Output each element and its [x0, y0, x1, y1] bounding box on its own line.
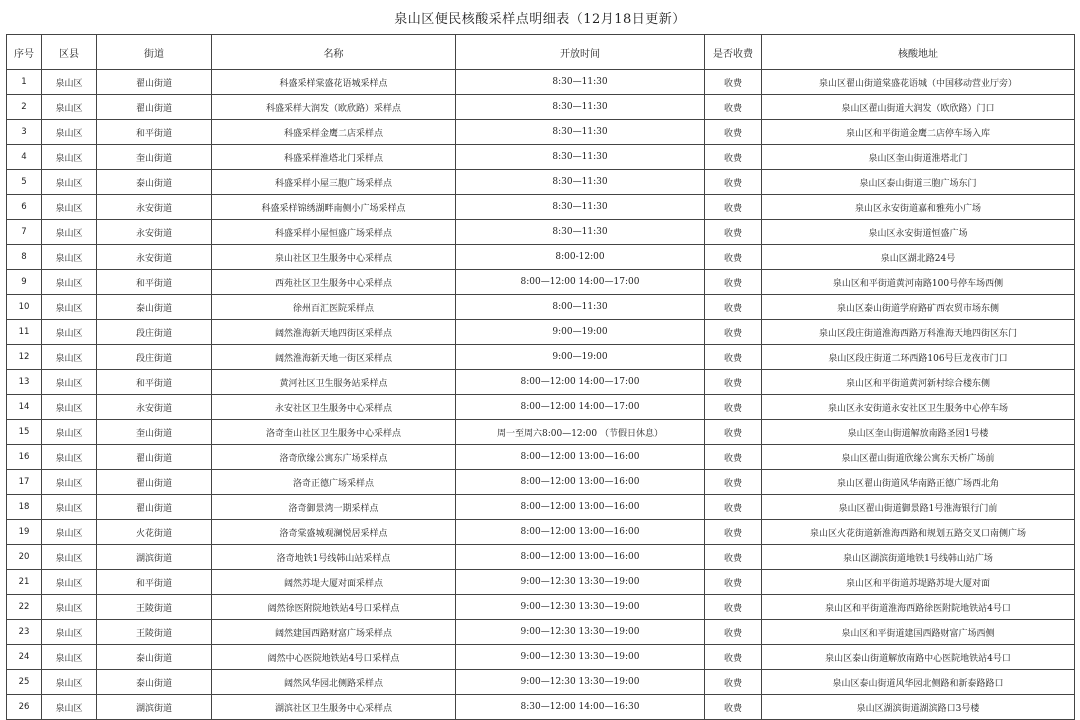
table-row — [7, 220, 1075, 245]
cell-address: 泉山区翟山街道欣缘公寓东天桥广场前 — [762, 445, 1075, 470]
cell-name: 科盛采样淮塔北门采样点 — [212, 145, 456, 170]
cell-index: 15 — [7, 420, 42, 445]
cell-index: 12 — [7, 345, 42, 370]
cell-open-time: 8:30—11:30 — [456, 120, 705, 145]
cell-district: 泉山区 — [42, 270, 97, 295]
cell-street: 湖滨街道 — [97, 695, 212, 720]
cell-fee: 收费 — [705, 145, 762, 170]
header-street: 街道 — [97, 35, 212, 70]
cell-street: 翟山街道 — [97, 70, 212, 95]
table-row — [7, 620, 1075, 645]
cell-name: 黄河社区卫生服务站采样点 — [212, 370, 456, 395]
cell-open-time: 8:30—12:00 14:00—16:30 — [456, 695, 705, 720]
cell-index: 26 — [7, 695, 42, 720]
table-row — [7, 245, 1075, 270]
table-header-row — [7, 35, 1075, 70]
cell-street: 段庄街道 — [97, 320, 212, 345]
cell-fee: 收费 — [705, 395, 762, 420]
cell-address: 泉山区段庄街道二环西路106号巨龙夜市门口 — [762, 345, 1075, 370]
table-row — [7, 395, 1075, 420]
cell-address: 泉山区翟山街道棠盛花语城（中国移动营业厅旁） — [762, 70, 1075, 95]
cell-index: 17 — [7, 470, 42, 495]
cell-address: 泉山区湖滨街道湖滨路口3号楼 — [762, 695, 1075, 720]
table-row — [7, 295, 1075, 320]
sampling-points-table — [6, 34, 1075, 720]
cell-district: 泉山区 — [42, 645, 97, 670]
cell-open-time: 8:30—11:30 — [456, 95, 705, 120]
cell-address: 泉山区和平街道黄河南路100号停车场西侧 — [762, 270, 1075, 295]
cell-index: 7 — [7, 220, 42, 245]
cell-open-time: 9:00—12:30 13:30—19:00 — [456, 670, 705, 695]
cell-address: 泉山区和平街道金鹰二店停车场入库 — [762, 120, 1075, 145]
cell-name: 科盛采样小屋恒盛广场采样点 — [212, 220, 456, 245]
cell-name: 洛奇棠盛城观澜悦居采样点 — [212, 520, 456, 545]
cell-fee: 收费 — [705, 320, 762, 345]
cell-street: 永安街道 — [97, 245, 212, 270]
cell-address: 泉山区奎山街道解放南路圣园1号楼 — [762, 420, 1075, 445]
table-row — [7, 695, 1075, 720]
cell-fee: 收费 — [705, 70, 762, 95]
cell-street: 翟山街道 — [97, 470, 212, 495]
cell-name: 洛奇地铁1号线韩山站采样点 — [212, 545, 456, 570]
cell-district: 泉山区 — [42, 495, 97, 520]
table-row — [7, 370, 1075, 395]
cell-index: 11 — [7, 320, 42, 345]
cell-name: 洛奇御景湾一期采样点 — [212, 495, 456, 520]
cell-open-time: 8:00—12:00 13:00—16:00 — [456, 495, 705, 520]
cell-street: 奎山街道 — [97, 145, 212, 170]
cell-fee: 收费 — [705, 195, 762, 220]
cell-street: 泰山街道 — [97, 670, 212, 695]
cell-open-time: 周一至周六8:00—12:00 （节假日休息） — [456, 420, 705, 445]
cell-fee: 收费 — [705, 295, 762, 320]
table-row — [7, 670, 1075, 695]
cell-fee: 收费 — [705, 545, 762, 570]
table-row — [7, 95, 1075, 120]
cell-address: 泉山区永安街道嘉和雅苑小广场 — [762, 195, 1075, 220]
cell-street: 湖滨街道 — [97, 545, 212, 570]
cell-address: 泉山区和平街道淮海西路徐医附院地铁站4号口 — [762, 595, 1075, 620]
cell-index: 13 — [7, 370, 42, 395]
cell-fee: 收费 — [705, 520, 762, 545]
cell-district: 泉山区 — [42, 345, 97, 370]
cell-district: 泉山区 — [42, 670, 97, 695]
cell-district: 泉山区 — [42, 70, 97, 95]
cell-open-time: 8:30—11:30 — [456, 195, 705, 220]
document-title: 泉山区便民核酸采样点明细表（12月18日更新） — [394, 12, 686, 27]
cell-index: 10 — [7, 295, 42, 320]
cell-open-time: 8:00—12:00 14:00—17:00 — [456, 395, 705, 420]
cell-index: 24 — [7, 645, 42, 670]
table-row — [7, 195, 1075, 220]
cell-open-time: 8:00-12:00 — [456, 245, 705, 270]
cell-open-time: 8:00—12:00 14:00—17:00 — [456, 270, 705, 295]
cell-name: 西苑社区卫生服务中心采样点 — [212, 270, 456, 295]
cell-fee: 收费 — [705, 620, 762, 645]
cell-open-time: 8:00—12:00 13:00—16:00 — [456, 445, 705, 470]
cell-fee: 收费 — [705, 345, 762, 370]
cell-fee: 收费 — [705, 695, 762, 720]
table-row — [7, 170, 1075, 195]
cell-address: 泉山区泰山街道风华园北侧路和新泰路路口 — [762, 670, 1075, 695]
table-row — [7, 595, 1075, 620]
cell-name: 科盛采样小屋三胞广场采样点 — [212, 170, 456, 195]
table-row — [7, 120, 1075, 145]
cell-district: 泉山区 — [42, 220, 97, 245]
table-row — [7, 445, 1075, 470]
cell-name: 洛奇正德广场采样点 — [212, 470, 456, 495]
header-district: 区县 — [42, 35, 97, 70]
cell-index: 2 — [7, 95, 42, 120]
cell-open-time: 9:00—12:30 13:30—19:00 — [456, 595, 705, 620]
cell-street: 王陵街道 — [97, 620, 212, 645]
cell-name: 徐州百汇医院采样点 — [212, 295, 456, 320]
cell-index: 25 — [7, 670, 42, 695]
cell-street: 段庄街道 — [97, 345, 212, 370]
cell-district: 泉山区 — [42, 395, 97, 420]
cell-street: 永安街道 — [97, 395, 212, 420]
cell-district: 泉山区 — [42, 445, 97, 470]
cell-name: 阔然徐医附院地铁站4号口采样点 — [212, 595, 456, 620]
cell-index: 8 — [7, 245, 42, 270]
cell-street: 王陵街道 — [97, 595, 212, 620]
cell-district: 泉山区 — [42, 295, 97, 320]
cell-street: 翟山街道 — [97, 95, 212, 120]
cell-fee: 收费 — [705, 270, 762, 295]
cell-fee: 收费 — [705, 670, 762, 695]
cell-name: 洛奇欣缘公寓东广场采样点 — [212, 445, 456, 470]
cell-district: 泉山区 — [42, 520, 97, 545]
cell-street: 泰山街道 — [97, 170, 212, 195]
header-address: 核酸地址 — [762, 35, 1075, 70]
cell-district: 泉山区 — [42, 120, 97, 145]
cell-district: 泉山区 — [42, 420, 97, 445]
cell-fee: 收费 — [705, 570, 762, 595]
cell-open-time: 8:00—12:00 13:00—16:00 — [456, 520, 705, 545]
cell-district: 泉山区 — [42, 145, 97, 170]
cell-district: 泉山区 — [42, 470, 97, 495]
cell-name: 阔然风华园北侧路采样点 — [212, 670, 456, 695]
cell-street: 永安街道 — [97, 220, 212, 245]
table-row — [7, 70, 1075, 95]
cell-index: 5 — [7, 170, 42, 195]
cell-index: 20 — [7, 545, 42, 570]
cell-district: 泉山区 — [42, 370, 97, 395]
cell-name: 永安社区卫生服务中心采样点 — [212, 395, 456, 420]
cell-name: 阔然淮海新天地一街区采样点 — [212, 345, 456, 370]
cell-name: 科盛采样金鹰二店采样点 — [212, 120, 456, 145]
cell-name: 科盛采样锦绣湖畔南侧小广场采样点 — [212, 195, 456, 220]
table-row — [7, 520, 1075, 545]
table-row — [7, 545, 1075, 570]
cell-address: 泉山区和平街道黄河新村综合楼东侧 — [762, 370, 1075, 395]
cell-fee: 收费 — [705, 645, 762, 670]
header-name: 名称 — [212, 35, 456, 70]
cell-district: 泉山区 — [42, 695, 97, 720]
cell-district: 泉山区 — [42, 170, 97, 195]
cell-index: 19 — [7, 520, 42, 545]
cell-street: 永安街道 — [97, 195, 212, 220]
cell-address: 泉山区奎山街道淮塔北门 — [762, 145, 1075, 170]
cell-address: 泉山区火花街道新淮海西路和规划五路交叉口南侧广场 — [762, 520, 1075, 545]
cell-address: 泉山区翟山街道风华南路正德广场西北角 — [762, 470, 1075, 495]
cell-index: 3 — [7, 120, 42, 145]
cell-address: 泉山区翟山街道大润发（欧欣路）门口 — [762, 95, 1075, 120]
cell-address: 泉山区永安街道恒盛广场 — [762, 220, 1075, 245]
table-row — [7, 495, 1075, 520]
cell-index: 1 — [7, 70, 42, 95]
cell-district: 泉山区 — [42, 320, 97, 345]
table-row — [7, 270, 1075, 295]
cell-fee: 收费 — [705, 95, 762, 120]
cell-street: 和平街道 — [97, 270, 212, 295]
cell-address: 泉山区和平街道苏堤路苏堤大厦对面 — [762, 570, 1075, 595]
cell-open-time: 8:00—12:00 13:00—16:00 — [456, 470, 705, 495]
cell-street: 和平街道 — [97, 570, 212, 595]
cell-open-time: 9:00—12:30 13:30—19:00 — [456, 620, 705, 645]
cell-index: 16 — [7, 445, 42, 470]
cell-address: 泉山区湖滨街道地铁1号线韩山站广场 — [762, 545, 1075, 570]
cell-open-time: 8:00—12:00 13:00—16:00 — [456, 545, 705, 570]
cell-street: 和平街道 — [97, 120, 212, 145]
cell-address: 泉山区翟山街道御景路1号淮海银行门前 — [762, 495, 1075, 520]
cell-fee: 收费 — [705, 595, 762, 620]
cell-district: 泉山区 — [42, 245, 97, 270]
cell-index: 22 — [7, 595, 42, 620]
cell-name: 阔然苏堤大厦对面采样点 — [212, 570, 456, 595]
cell-index: 23 — [7, 620, 42, 645]
table-row — [7, 345, 1075, 370]
cell-district: 泉山区 — [42, 545, 97, 570]
cell-fee: 收费 — [705, 245, 762, 270]
cell-open-time: 8:30—11:30 — [456, 220, 705, 245]
cell-name: 泉山社区卫生服务中心采样点 — [212, 245, 456, 270]
cell-open-time: 8:30—11:30 — [456, 145, 705, 170]
cell-index: 6 — [7, 195, 42, 220]
header-open-time: 开放时间 — [456, 35, 705, 70]
cell-address: 泉山区和平街道建国西路财富广场西侧 — [762, 620, 1075, 645]
cell-name: 湖滨社区卫生服务中心采样点 — [212, 695, 456, 720]
cell-district: 泉山区 — [42, 595, 97, 620]
cell-street: 翟山街道 — [97, 495, 212, 520]
cell-district: 泉山区 — [42, 620, 97, 645]
cell-index: 18 — [7, 495, 42, 520]
cell-open-time: 9:00—19:00 — [456, 345, 705, 370]
table-row — [7, 420, 1075, 445]
cell-address: 泉山区永安街道永安社区卫生服务中心停车场 — [762, 395, 1075, 420]
cell-address: 泉山区泰山街道三胞广场东门 — [762, 170, 1075, 195]
cell-fee: 收费 — [705, 445, 762, 470]
cell-district: 泉山区 — [42, 570, 97, 595]
cell-street: 翟山街道 — [97, 445, 212, 470]
cell-address: 泉山区泰山街道学府路矿西农贸市场东侧 — [762, 295, 1075, 320]
table-row — [7, 470, 1075, 495]
table-row — [7, 320, 1075, 345]
cell-street: 火花街道 — [97, 520, 212, 545]
cell-name: 阔然中心医院地铁站4号口采样点 — [212, 645, 456, 670]
cell-name: 科盛采样大润发（欧欣路）采样点 — [212, 95, 456, 120]
cell-district: 泉山区 — [42, 95, 97, 120]
cell-name: 阔然淮海新天地四街区采样点 — [212, 320, 456, 345]
cell-fee: 收费 — [705, 420, 762, 445]
cell-fee: 收费 — [705, 120, 762, 145]
cell-index: 9 — [7, 270, 42, 295]
cell-address: 泉山区泰山街道解放南路中心医院地铁站4号口 — [762, 645, 1075, 670]
header-index: 序号 — [7, 35, 42, 70]
cell-street: 和平街道 — [97, 370, 212, 395]
cell-open-time: 9:00—12:30 13:30—19:00 — [456, 645, 705, 670]
cell-street: 奎山街道 — [97, 420, 212, 445]
cell-name: 洛奇奎山社区卫生服务中心采样点 — [212, 420, 456, 445]
cell-address: 泉山区湖北路24号 — [762, 245, 1075, 270]
cell-open-time: 8:30—11:30 — [456, 170, 705, 195]
cell-name: 科盛采样棠盛花语城采样点 — [212, 70, 456, 95]
table-row — [7, 570, 1075, 595]
cell-open-time: 8:00—11:30 — [456, 295, 705, 320]
cell-fee: 收费 — [705, 495, 762, 520]
cell-street: 泰山街道 — [97, 645, 212, 670]
cell-index: 14 — [7, 395, 42, 420]
cell-fee: 收费 — [705, 220, 762, 245]
cell-name: 阔然建国西路财富广场采样点 — [212, 620, 456, 645]
cell-index: 4 — [7, 145, 42, 170]
cell-fee: 收费 — [705, 170, 762, 195]
cell-open-time: 8:00—12:00 14:00—17:00 — [456, 370, 705, 395]
cell-open-time: 8:30—11:30 — [456, 70, 705, 95]
cell-open-time: 9:00—19:00 — [456, 320, 705, 345]
header-fee: 是否收费 — [705, 35, 762, 70]
cell-fee: 收费 — [705, 470, 762, 495]
cell-address: 泉山区段庄街道淮海西路万科淮海天地四街区东门 — [762, 320, 1075, 345]
table-row — [7, 145, 1075, 170]
cell-fee: 收费 — [705, 370, 762, 395]
table-row — [7, 645, 1075, 670]
cell-district: 泉山区 — [42, 195, 97, 220]
cell-open-time: 9:00—12:30 13:30—19:00 — [456, 570, 705, 595]
cell-street: 泰山街道 — [97, 295, 212, 320]
cell-index: 21 — [7, 570, 42, 595]
